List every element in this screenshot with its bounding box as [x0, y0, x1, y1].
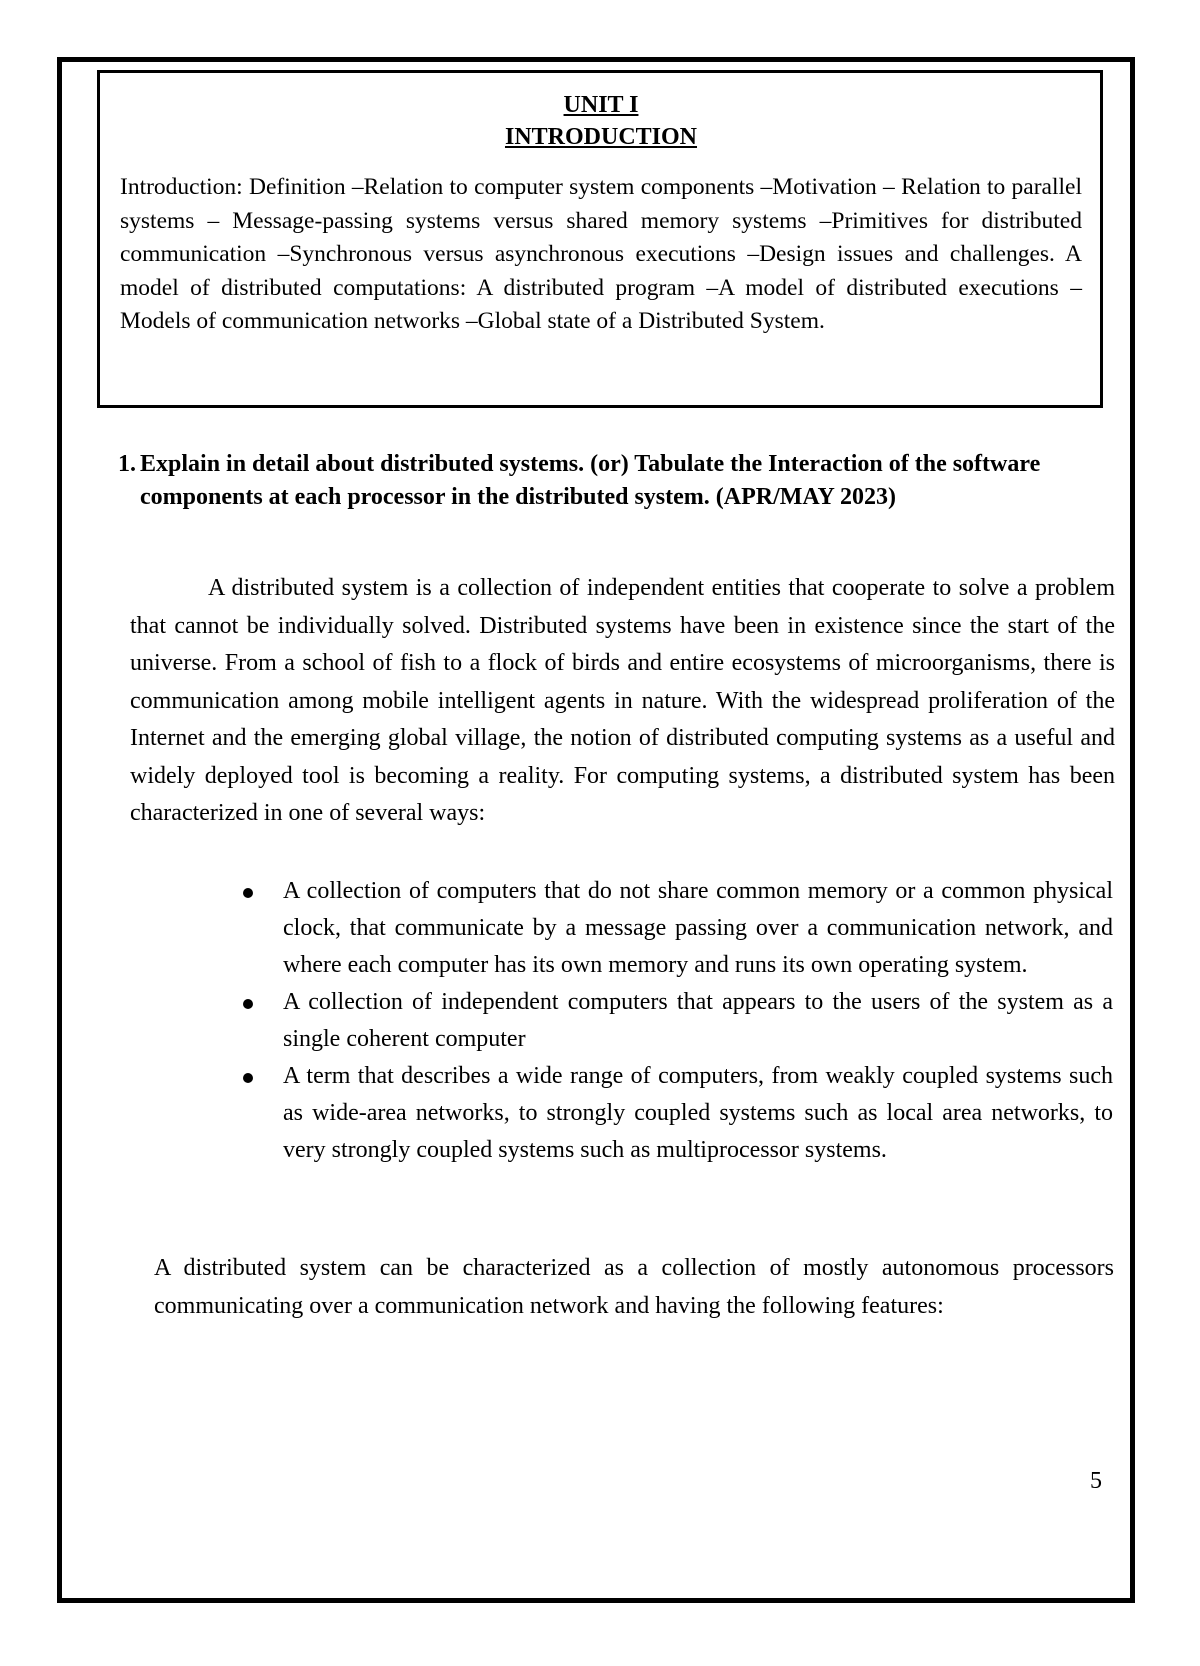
bullet-icon [243, 888, 253, 898]
list-item [243, 873, 1113, 984]
unit-title: UNIT I [563, 92, 639, 118]
page-number: 5 [1090, 1468, 1102, 1494]
bullet-icon [243, 999, 253, 1009]
body-paragraph-1: A distributed system is a collection of independent entities that cooperate to solve a problem that cannot be individually solved. Distributed systems have been in existence since the start of the universe. From a school of fish to a flock of birds and entire ecosystems of microorganisms, there is communication among mobile intelligent agents in nature. With the widespread proliferation of the Internet and the emerging global village, the notion of distributed computing systems as a useful and widely deployed tool is becoming a reality. For computing systems, a distributed system has been characterized in one of several ways: [130, 575, 1115, 826]
bullet-text: A collection of computers that do not share common memory or a common physical clock, that communicate by a message passing over a communication network, and where each computer has its own memory and runs its own operating system. [283, 878, 1113, 978]
question-text: Explain in detail about distributed systems. (or) Tabulate the Interaction of the software components at each processor in the distributed system. (APR/MAY 2023) [140, 451, 1041, 510]
unit-subtitle: INTRODUCTION [504, 124, 698, 150]
body-paragraph-2: A distributed system can be characterized as a collection of mostly autonomous processors communicating over a communication network and having the following features: [154, 1255, 1114, 1319]
syllabus-box [97, 70, 1103, 408]
question-heading [118, 448, 1113, 514]
question-number: 1. [118, 451, 136, 477]
bullet-icon [243, 1073, 253, 1083]
list-item [243, 1058, 1113, 1169]
bullet-list [243, 873, 1113, 1169]
bullet-text: A term that describes a wide range of computers, from weakly coupled systems such as wide-area networks, to strongly coupled systems such as local area networks, to very strongly coupled systems such as multiprocessor systems. [283, 1063, 1113, 1163]
syllabus-text: Introduction: Definition –Relation to computer system components –Motivation – Relation to parallel systems – Message-passing systems versus shared memory systems –Primitives for distributed communication –Synchronous versus asynchronous executions –Design issues and challenges. A model of distributed computations: A distributed program –A model of distributed executions –Models of communication networks –Global state of a Distributed System. [120, 174, 1082, 334]
list-item [243, 984, 1113, 1058]
bullet-text: A collection of independent computers that appears to the users of the system as a single coherent computer [283, 989, 1113, 1052]
